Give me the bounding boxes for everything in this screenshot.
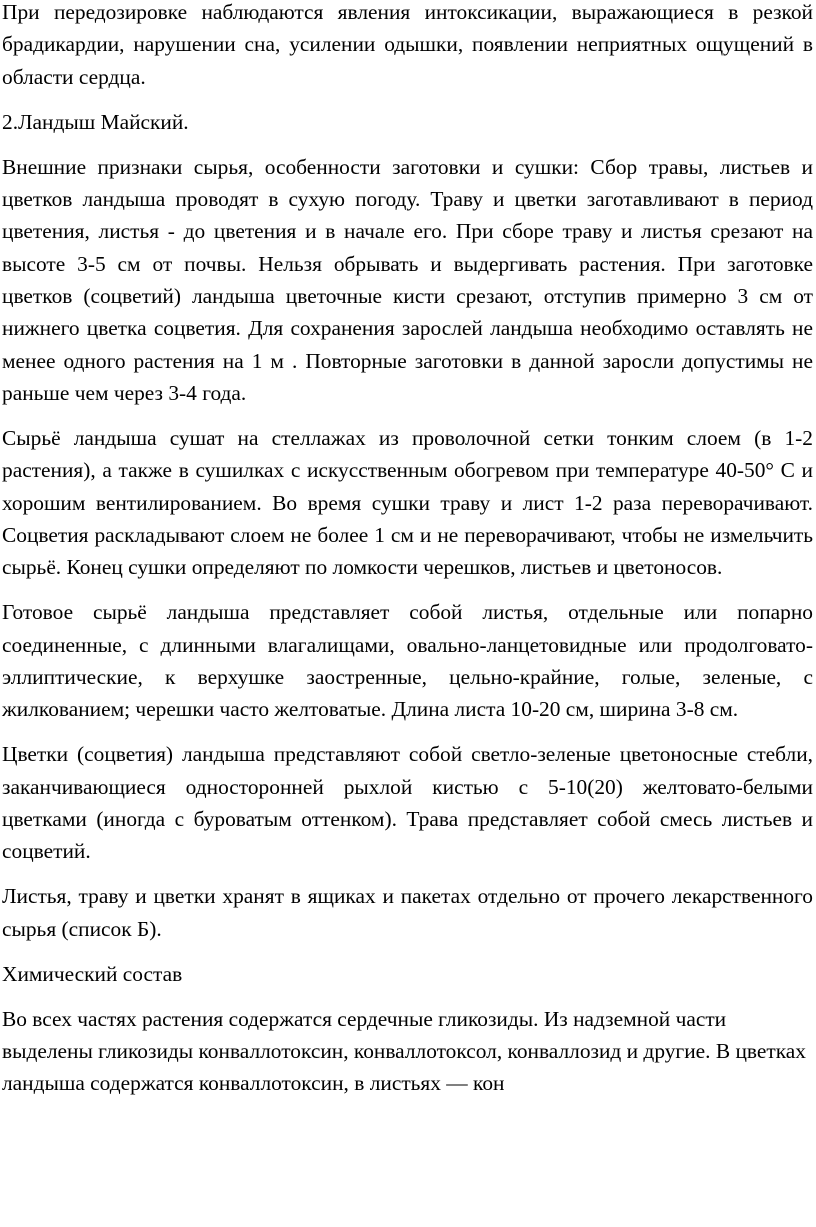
- paragraph-flowers-description: Цветки (соцветия) ландыша представляют собой светло-зеленые цветоносные стебли, заканчивающиеся односторонней рыхлой кистью с 5-10(20) желтовато-белыми цветками (иногда с буроватым оттенком). Трава представляет собой смесь листьев и соцветий.: [2, 742, 813, 864]
- paragraph-storage: Листья, траву и цветки хранят в ящиках и пакетах отдельно от прочего лекарственного сырья (список Б).: [2, 884, 813, 941]
- paragraph-harvesting: Внешние признаки сырья, особенности заготовки и сушки: Сбор травы, листьев и цветков ландыша проводят в сухую погоду. Траву и цветки заготавливают в период цветения, листья - до цветения и в начале его. При сборе траву и листья срезают на высоте 3-5 см от почвы. Нельзя обрывать и выдергивать растения. При заготовке цветков (соцветий) ландыша цветочные кисти срезают, отступив примерно 3 см от нижнего цветка соцветия. Для сохранения зарослей ландыша необходимо оставлять не менее одного растения на 1 м . Повторные заготовки в данной заросли допустимы не раньше чем через 3-4 года.: [2, 154, 813, 405]
- paragraph-leaves-description: Готовое сырьё ландыша представляет собой листья, отдельные или попарно соединенные, с длинными влагалищами, овально-ланцетовидные или продолговато-эллиптические, к верхушке заостренные, цельно-крайние, голые, зеленые, с жилкованием; черешки часто желтоватые. Длина листа 10-20 см, ширина 3-8 см.: [2, 600, 813, 722]
- paragraph-drying: Сырьё ландыша сушат на стеллажах из проволочной сетки тонким слоем (в 1-2 растения), а также в сушилках с искусственным обогревом при температуре 40-50° С и хорошим вентилированием. Во время сушки траву и лист 1-2 раза переворачивают. Соцветия раскладывают слоем не более 1 см и не переворачивают, чтобы не измельчить сырьё. Конец сушки определяют по ломкости черешков, листьев и цветоносов.: [2, 425, 813, 580]
- paragraph-overdose: При передозировке наблюдаются явления интоксикации, выражающиеся в резкой брадикардии, нарушении сна, усилении одышки, появлении неприятных ощущений в области сердца.: [2, 0, 813, 89]
- subheading-chemical-composition: Химический состав: [2, 961, 183, 986]
- section-heading-lily-of-the-valley: 2.Ландыш Майский.: [2, 109, 189, 134]
- paragraph-chemical-composition: Во всех частях растения содержатся сердечные гликозиды. Из надземной части выделены гликозиды конваллотоксин, конваллотоксол, конваллозид и другие. В цветках ландыша содержатся конваллотоксин, в листьях — кон: [2, 1006, 806, 1096]
